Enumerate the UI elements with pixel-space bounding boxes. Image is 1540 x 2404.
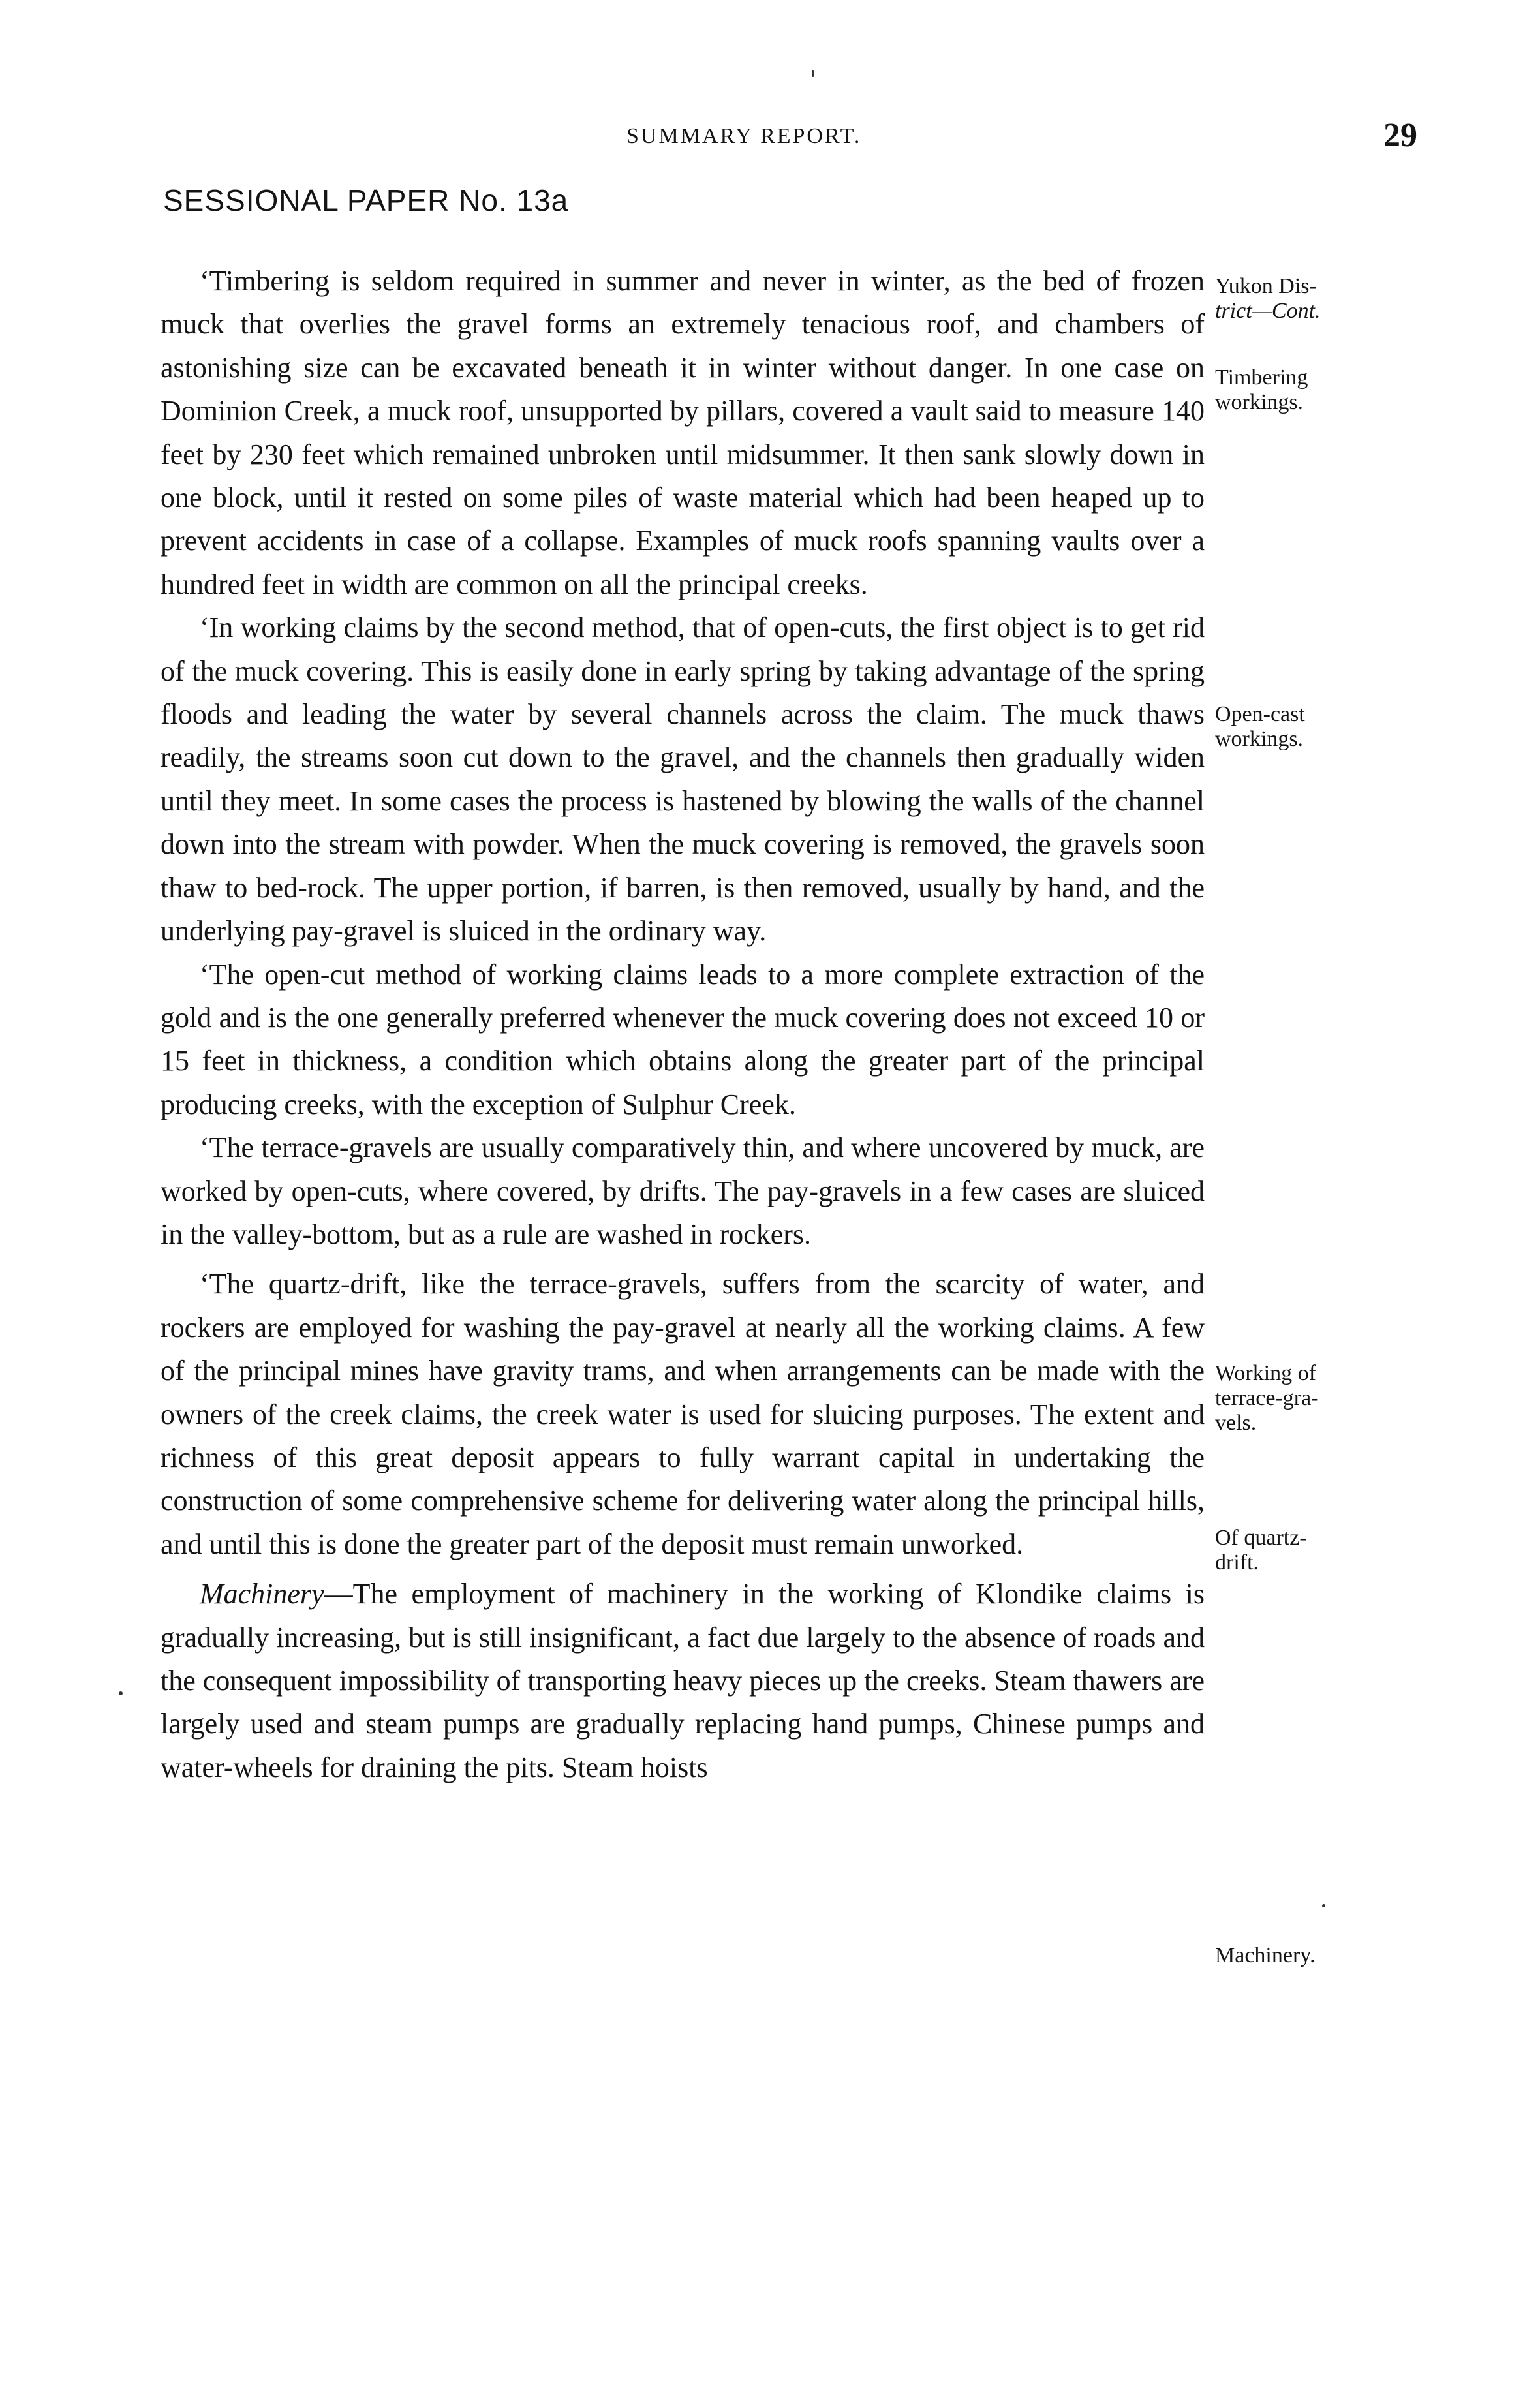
stray-ink-mark — [812, 70, 814, 77]
sidenote-timbering-workings — [1215, 365, 1411, 415]
body-text — [161, 260, 1205, 1789]
sidenote-line: Open-cast — [1215, 702, 1305, 726]
sidenote-line: trict—Cont. — [1215, 299, 1321, 323]
sidenote-terrace-gravels — [1215, 1361, 1411, 1436]
sidenote-line: terrace-gra- — [1215, 1386, 1319, 1410]
stray-ink-mark — [119, 1691, 123, 1695]
sidenote-line: Timbering — [1215, 365, 1308, 390]
paragraph-machinery — [161, 1573, 1205, 1789]
sidenote-machinery — [1215, 1943, 1411, 1968]
sidenote-line: Of quartz- — [1215, 1526, 1307, 1550]
machinery-heading: Machinery — [200, 1578, 324, 1610]
page-number: 29 — [1383, 117, 1417, 154]
sidenote-line: Yukon Dis- — [1215, 274, 1317, 298]
sidenote-line: vels. — [1215, 1411, 1257, 1435]
paragraph-quartz-drift: ‘The quartz-drift, like the terrace-gravels, suffers from the scarcity of water, and rockers are employed for washing the pay-gravel at nearly all the working claims. A few of the principal mines have gravity trams, and when arrangements can be made with the owners of the creek claims, the creek water is used for sluicing purposes. The extent and richness of this great deposit appears to fully warrant capital in undertaking the construction of some comprehensive scheme for delivering water along the principal hills, and until this is done the greater part of the deposit must remain unworked. — [161, 1268, 1205, 1560]
sidenote-line: workings. — [1215, 727, 1304, 751]
sidenote-open-cast-workings — [1215, 702, 1411, 752]
sidenote-line: drift. — [1215, 1550, 1259, 1575]
sidenote-line: Working of — [1215, 1361, 1316, 1385]
stray-ink-mark — [1322, 1904, 1325, 1907]
paragraph-open-cut-method: ‘The open-cut method of working claims leads to a more complete extraction of the gold and is the one generally preferred whenever the muck covering does not exceed 10 or 15 feet in thickness, a condition which obtains along the greater part of the principal producing creeks, with the exception of Sulphur Creek. — [161, 958, 1205, 1120]
machinery-text: —The employment of machinery in the working of Klondike claims is gradually increasing, but is still insignificant, a fact due largely to the absence of roads and the consequent impossibility of transporting heavy pieces up the creeks. Steam thawers are largely used and steam pumps are gradually replacing hand pumps, Chinese pumps and water-wheels for draining the pits. Steam hoists — [161, 1578, 1205, 1783]
paragraph-terrace-gravels: ‘The terrace-gravels are usually comparatively thin, and where uncovered by muck, are worked by open-cuts, where covered, by drifts. The pay-gravels in a few cases are sluiced in the valley-bottom, but as a rule are washed in rockers. — [161, 1132, 1205, 1250]
sidenote-line: Machinery. — [1215, 1943, 1316, 1967]
running-head: SUMMARY REPORT. — [626, 124, 862, 148]
paragraph-timbering: ‘Timbering is seldom required in summer and never in winter, as the bed of frozen muck that overlies the gravel forms an extremely tenacious roof, and chambers of astonishing size can be excavated beneath it in winter without danger. In one case on Dominion Creek, a muck roof, unsupported by pillars, covered a vault said to measure 140 feet by 230 feet which remained unbroken until midsummer. It then sank slowly down in one block, until it rested on some piles of waste material which had been heaped up to prevent accidents in case of a collapse. Examples of muck roofs spanning vaults over a hundred feet in width are common on all the principal creeks. — [161, 265, 1205, 600]
sessional-paper-label: SESSIONAL PAPER No. 13a — [163, 183, 569, 217]
sidenote-yukon-district — [1215, 274, 1411, 324]
sidenote-line: workings. — [1215, 390, 1304, 414]
sidenote-quartz-drift — [1215, 1526, 1411, 1575]
paragraph-open-cuts: ‘In working claims by the second method, that of open-cuts, the first object is to get rid of the muck covering. This is easily done in early spring by taking advantage of the spring floods and leading the water by several channels across the claim. The muck thaws readily, the streams soon cut down to the gravel, and the channels then gradually widen until they meet. In some cases the process is hastened by blowing the walls of the channel down into the stream with powder. When the muck covering is removed, the gravels soon thaw to bed-rock. The upper portion, if barren, is then removed, usually by hand, and the underlying pay-gravel is sluiced in the ordinary way. — [161, 611, 1205, 948]
